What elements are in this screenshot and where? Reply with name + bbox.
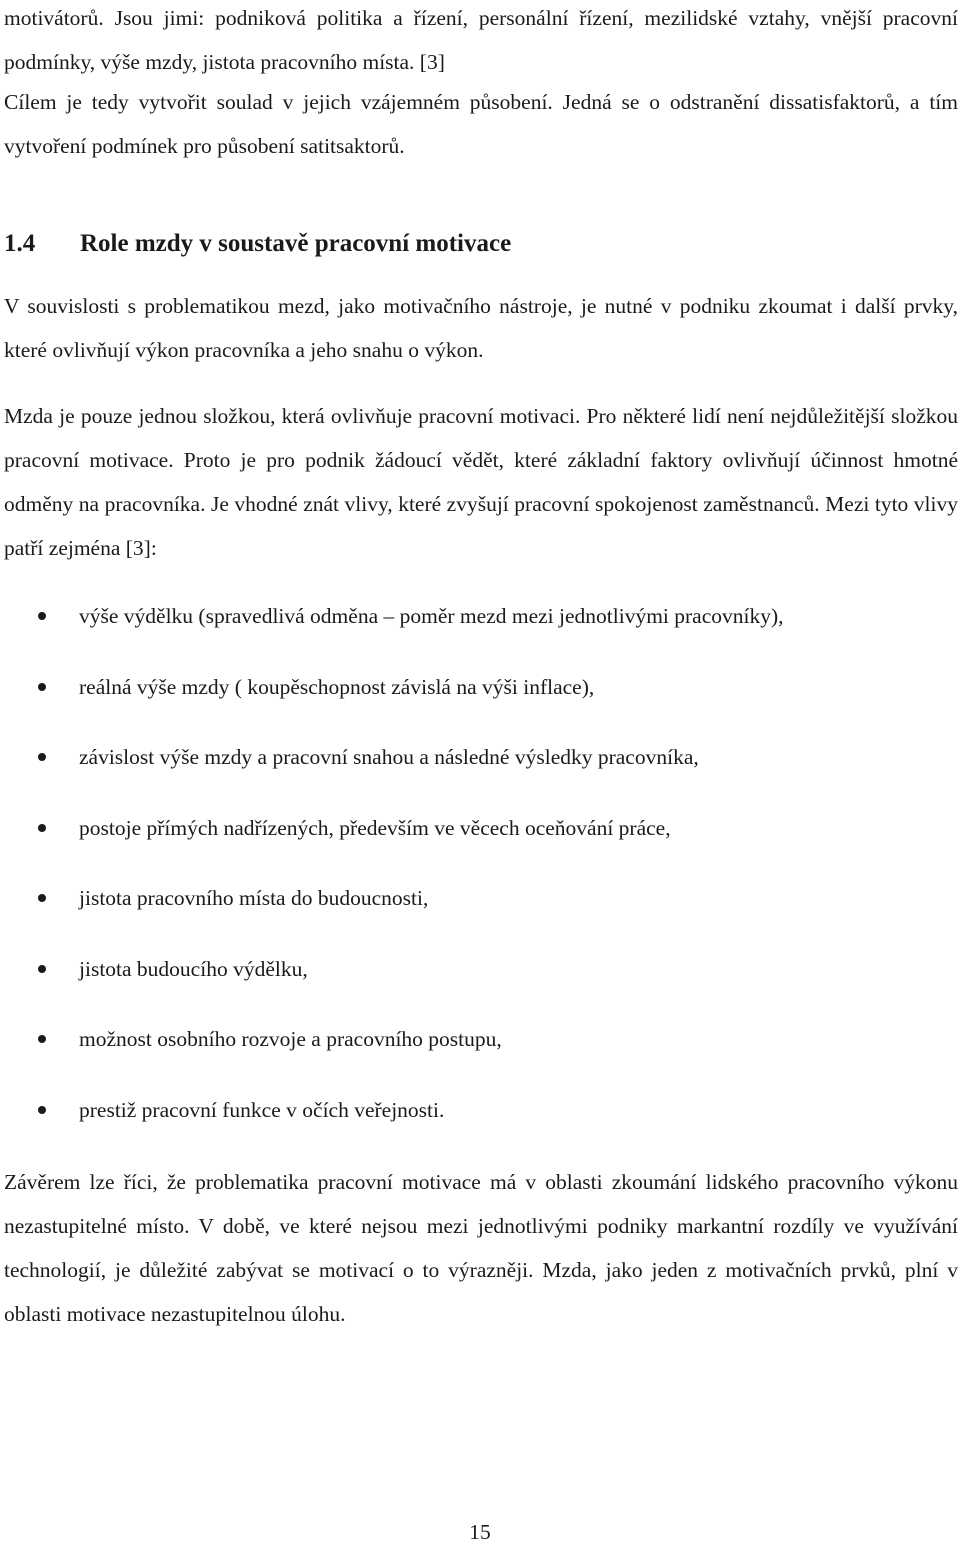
bullet-icon — [38, 824, 46, 832]
bullet-icon — [38, 965, 46, 973]
list-item: postoje přímých nadřízených, především ve věcech oceňování práce, — [0, 806, 958, 877]
paragraph-wage-component: Mzda je pouze jednou složkou, která ovlivňuje pracovní motivaci. Pro některé lidí není nejdůležitější složkou pracovní motivace. Proto je pro podnik žádoucí vědět, které základní faktory ovlivňují účinnost hmotné odměny na pracovníka. Je vhodné znát vlivy, které zvyšují pracovní spokojenost zaměstnanců. Mezi tyto vlivy patří zejména [3]: — [4, 404, 958, 560]
section-heading — [4, 222, 511, 266]
bullet-icon — [38, 753, 46, 761]
paragraph-motivators: motivátorů. Jsou jimi: podniková politika a řízení, personální řízení, mezilidské vztahy, vnější pracovní podmínky, výše mzdy, jistota pracovního místa. [3] — [4, 6, 958, 74]
bullet-icon — [38, 894, 46, 902]
list-item: jistota pracovního místa do budoucnosti, — [0, 876, 958, 947]
list-item: možnost osobního rozvoje a pracovního postupu, — [0, 1017, 958, 1088]
paragraph-goal: Cílem je tedy vytvořit soulad v jejich vzájemném působení. Jedná se o odstranění dissatisfaktorů, a tím vytvoření podmínek pro působení satitsaktorů. — [4, 90, 958, 158]
list-item: výše výdělku (spravedlivá odměna – poměr mezd mezi jednotlivými pracovníky), — [0, 594, 958, 665]
list-item: závislost výše mzdy a pracovní snahou a následné výsledky pracovníka, — [0, 735, 958, 806]
bullet-icon — [38, 612, 46, 620]
list-item: prestiž pracovní funkce v očích veřejnosti. — [0, 1088, 958, 1159]
bullet-icon — [38, 1035, 46, 1043]
page-number: 15 — [469, 1520, 491, 1544]
bullet-icon — [38, 1106, 46, 1114]
section-number: 1.4 — [4, 230, 36, 257]
list-item: reálná výše mzdy ( koupěschopnost závislá na výši inflace), — [0, 665, 958, 736]
paragraph-conclusion: Závěrem lze říci, že problematika pracovní motivace má v oblasti zkoumání lidského pracovního výkonu nezastupitelné místo. V době, ve které nejsou mezi jednotlivými podniky markantní rozdíly ve využívání technologií, je důležité zabývat se motivací o to výrazněji. Mzda, jako jeden z motivačních prvků, plní v oblasti motivace nezastupitelnou úlohu. — [4, 1170, 958, 1326]
influence-list — [0, 594, 958, 1158]
paragraph-context: V souvislosti s problematikou mezd, jako motivačního nástroje, je nutné v podniku zkoumat i další prvky, které ovlivňují výkon pracovníka a jeho snahu o výkon. — [4, 294, 958, 362]
bullet-icon — [38, 683, 46, 691]
section-title: Role mzdy v soustavě pracovní motivace — [80, 230, 512, 257]
list-item: jistota budoucího výdělku, — [0, 947, 958, 1018]
